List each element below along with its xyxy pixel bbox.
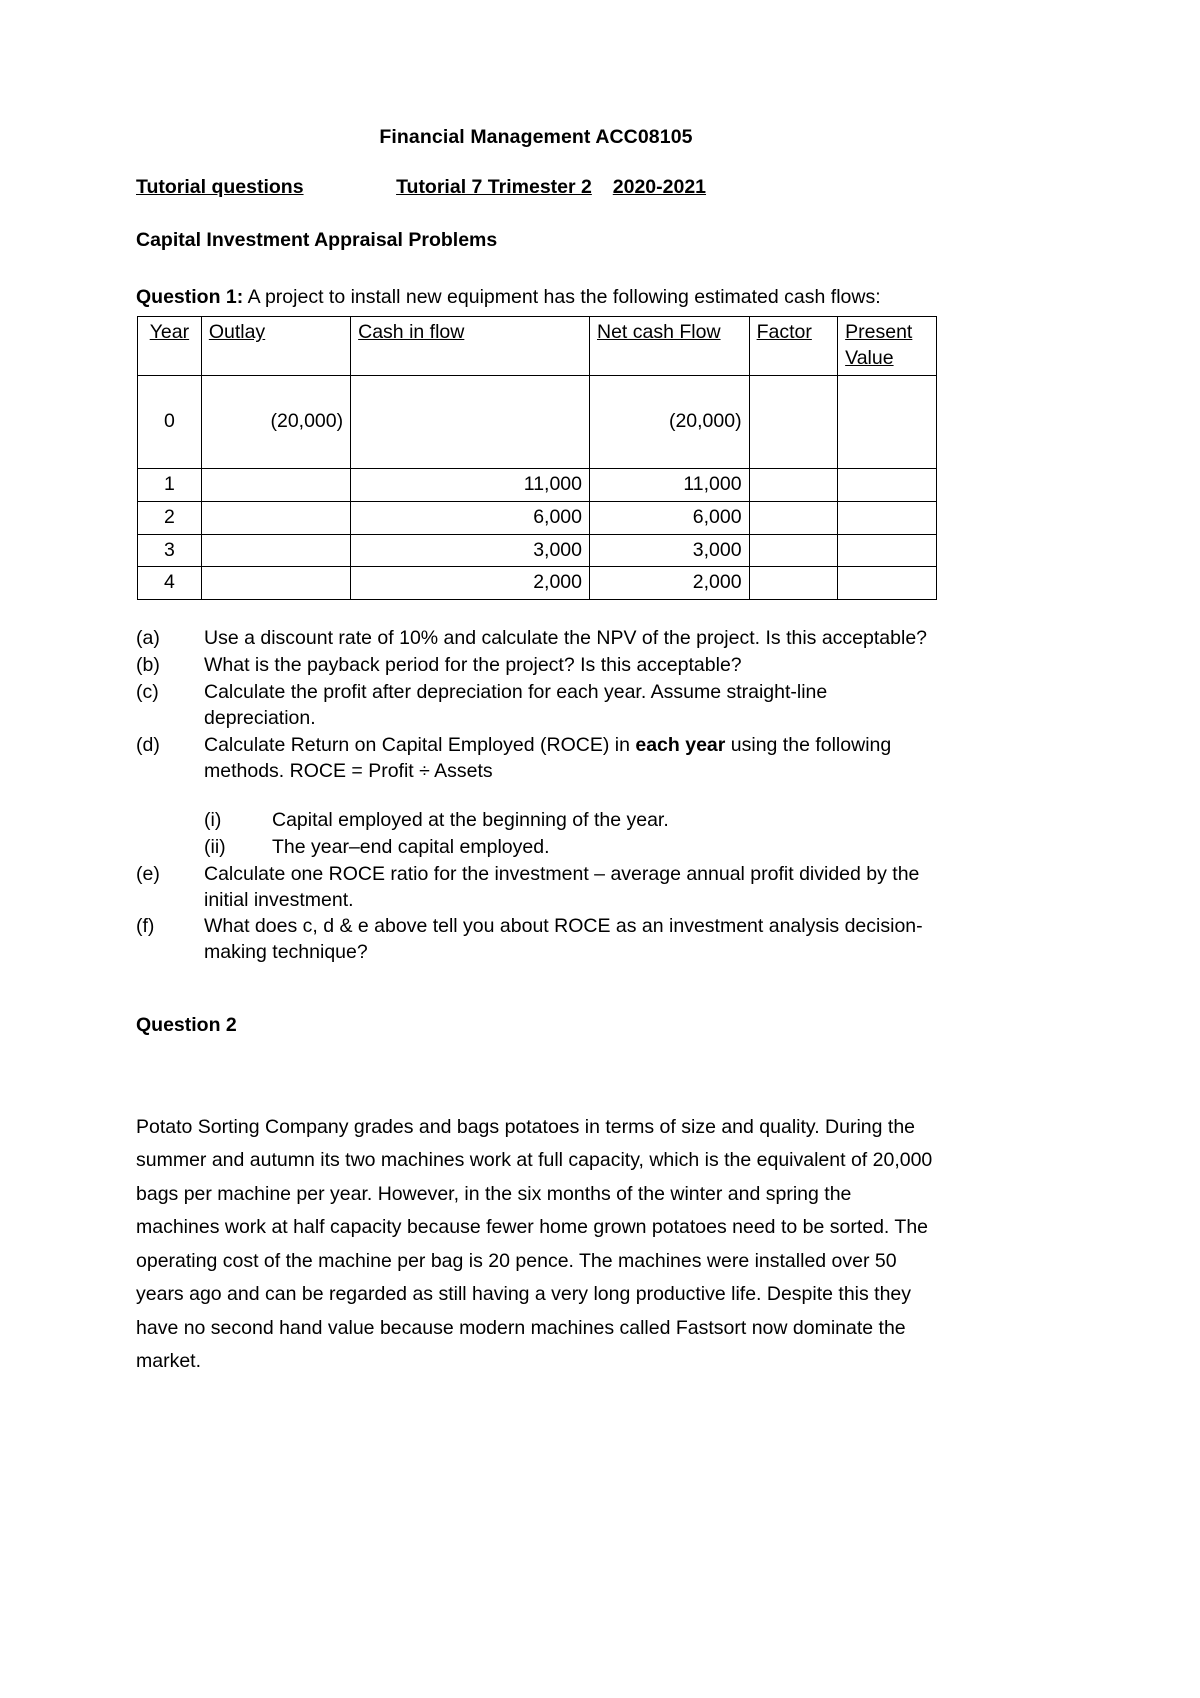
list-item-text: What is the payback period for the project? Is this acceptable? [204,654,742,677]
table-row [138,502,937,535]
cell-year: 3 [138,534,202,567]
table-row [138,534,937,567]
cash-flow-table [137,316,937,600]
section-heading: Capital Investment Appraisal Problems [136,228,498,251]
cell-outlay [201,502,350,535]
cell-present-value [838,567,937,600]
tutorial-questions-label: Tutorial questions [136,176,304,199]
document-content [136,126,936,1379]
question1-intro [136,284,936,310]
cell-outlay [201,567,350,600]
table-header-row [138,317,937,376]
list-item-text: Calculate one ROCE ratio for the investment – average annual profit divided by the initial investment. [204,862,920,911]
tutorial-year-label: 2020-2021 [612,176,707,199]
sublist-item-marker: (i) [204,808,222,831]
list-item-sub [204,835,936,861]
list-item-text: Use a discount rate of 10% and calculate the NPV of the project. Is this acceptable? [204,627,928,650]
table-row [138,567,937,600]
cell-year: 0 [138,376,202,469]
cell-present-value [838,469,937,502]
table-row [138,376,937,469]
list-item-marker: (a) [136,627,160,650]
table-header-net-cash-flow-text: Net cash Flow [597,321,721,344]
cell-net-cash-flow: (20,000) [590,376,750,469]
cell-factor [749,376,838,469]
list-item-emphasis: each year [635,733,726,756]
table-header-year-text: Year [149,321,190,344]
cell-year: 1 [138,469,202,502]
list-item-text: Calculate the profit after depreciation for each year. Assume straight-line depreciation. [204,681,828,729]
cell-outlay: (20,000) [201,376,350,469]
cell-net-cash-flow: 2,000 [590,567,750,600]
cell-cash-in-flow: 3,000 [351,534,590,567]
cell-cash-in-flow: 11,000 [351,469,590,502]
cell-net-cash-flow: 3,000 [590,534,750,567]
cell-net-cash-flow: 11,000 [590,469,750,502]
table-header-factor [749,317,838,376]
table-header-net-cash-flow [590,317,750,376]
sublist-item-text: Capital employed at the beginning of the year. [272,808,669,831]
cell-cash-in-flow [351,376,590,469]
question1-parts-list [136,626,936,966]
table-row [138,469,937,502]
list-item-text: What does c, d & e above tell you about ROCE as an investment analysis decision-making technique? [204,915,923,964]
list-item [136,653,936,679]
list-item-text-after-bold: using the following methods. ROCE = Profit ÷ Assets [204,733,892,782]
cell-factor [749,502,838,535]
cell-year: 4 [138,567,202,600]
list-item-marker: (c) [136,681,159,704]
table-header-present-value [838,317,937,376]
cell-present-value [838,534,937,567]
table-header-outlay [201,317,350,376]
list-item-marker: (e) [136,862,160,885]
table-header-outlay-text: Outlay [208,321,266,344]
list-item [136,733,936,785]
list-item [136,914,936,966]
list-item-marker: (b) [136,654,160,677]
cell-year: 2 [138,502,202,535]
cell-present-value [838,376,937,469]
list-item [136,862,936,914]
question1-intro-text: A project to install new equipment has the following estimated cash flows: [243,286,881,309]
table-header-cash-in-flow [351,317,590,376]
list-item-text [204,733,936,785]
tutorial-number-label: Tutorial 7 Trimester 2 [396,176,592,199]
tutorial-gap-2 [592,176,613,198]
question2-heading: Question 2 [136,1014,237,1037]
cell-factor [749,567,838,600]
cell-factor [749,534,838,567]
list-item-marker: (f) [136,915,155,938]
list-item [136,626,936,652]
list-item-marker: (d) [136,733,160,756]
table-header-present-value-text: Present Value [845,321,913,369]
cell-cash-in-flow: 6,000 [351,502,590,535]
sublist-item-marker: (ii) [204,835,226,858]
question2-top-gap [136,967,936,1013]
cell-net-cash-flow: 6,000 [590,502,750,535]
cell-factor [749,469,838,502]
sublist-item-text: The year–end capital employed. [272,835,550,858]
question2-bottom-gap [136,1039,936,1111]
list-spacer [136,786,936,808]
question1-label: Question 1: [136,286,244,309]
question2-paragraph: Potato Sorting Company grades and bags potatoes in terms of size and quality. During the summer and autumn its two machines work at full capacity, which is the equivalent of 20,000 bags per machine per year. However, in the six months of the winter and spring the machines work at half capacity because fewer home grown potatoes need to be sorted. The operating cost of the machine per bag is 20 pence. The machines were installed over 50 years ago and can be regarded as still having a very long productive life. Despite this they have no second hand value because modern machines called Fastsort now dominate the market. [136,1115,933,1373]
tutorial-gap-1 [304,176,397,198]
list-item-text-before-bold: Calculate Return on Capital Employed (ROCE) in [204,733,636,756]
table-header-cash-in-flow-text: Cash in flow [358,321,465,344]
cell-present-value [838,502,937,535]
list-item [136,680,936,732]
table-header-factor-text: Factor [756,321,812,344]
table-header-year [138,317,202,376]
cell-cash-in-flow: 2,000 [351,567,590,600]
cell-outlay [201,534,350,567]
cell-outlay [201,469,350,502]
tutorial-header-line [136,175,936,199]
document-title: Financial Management ACC08105 [379,126,693,148]
list-item-sub [204,808,936,834]
